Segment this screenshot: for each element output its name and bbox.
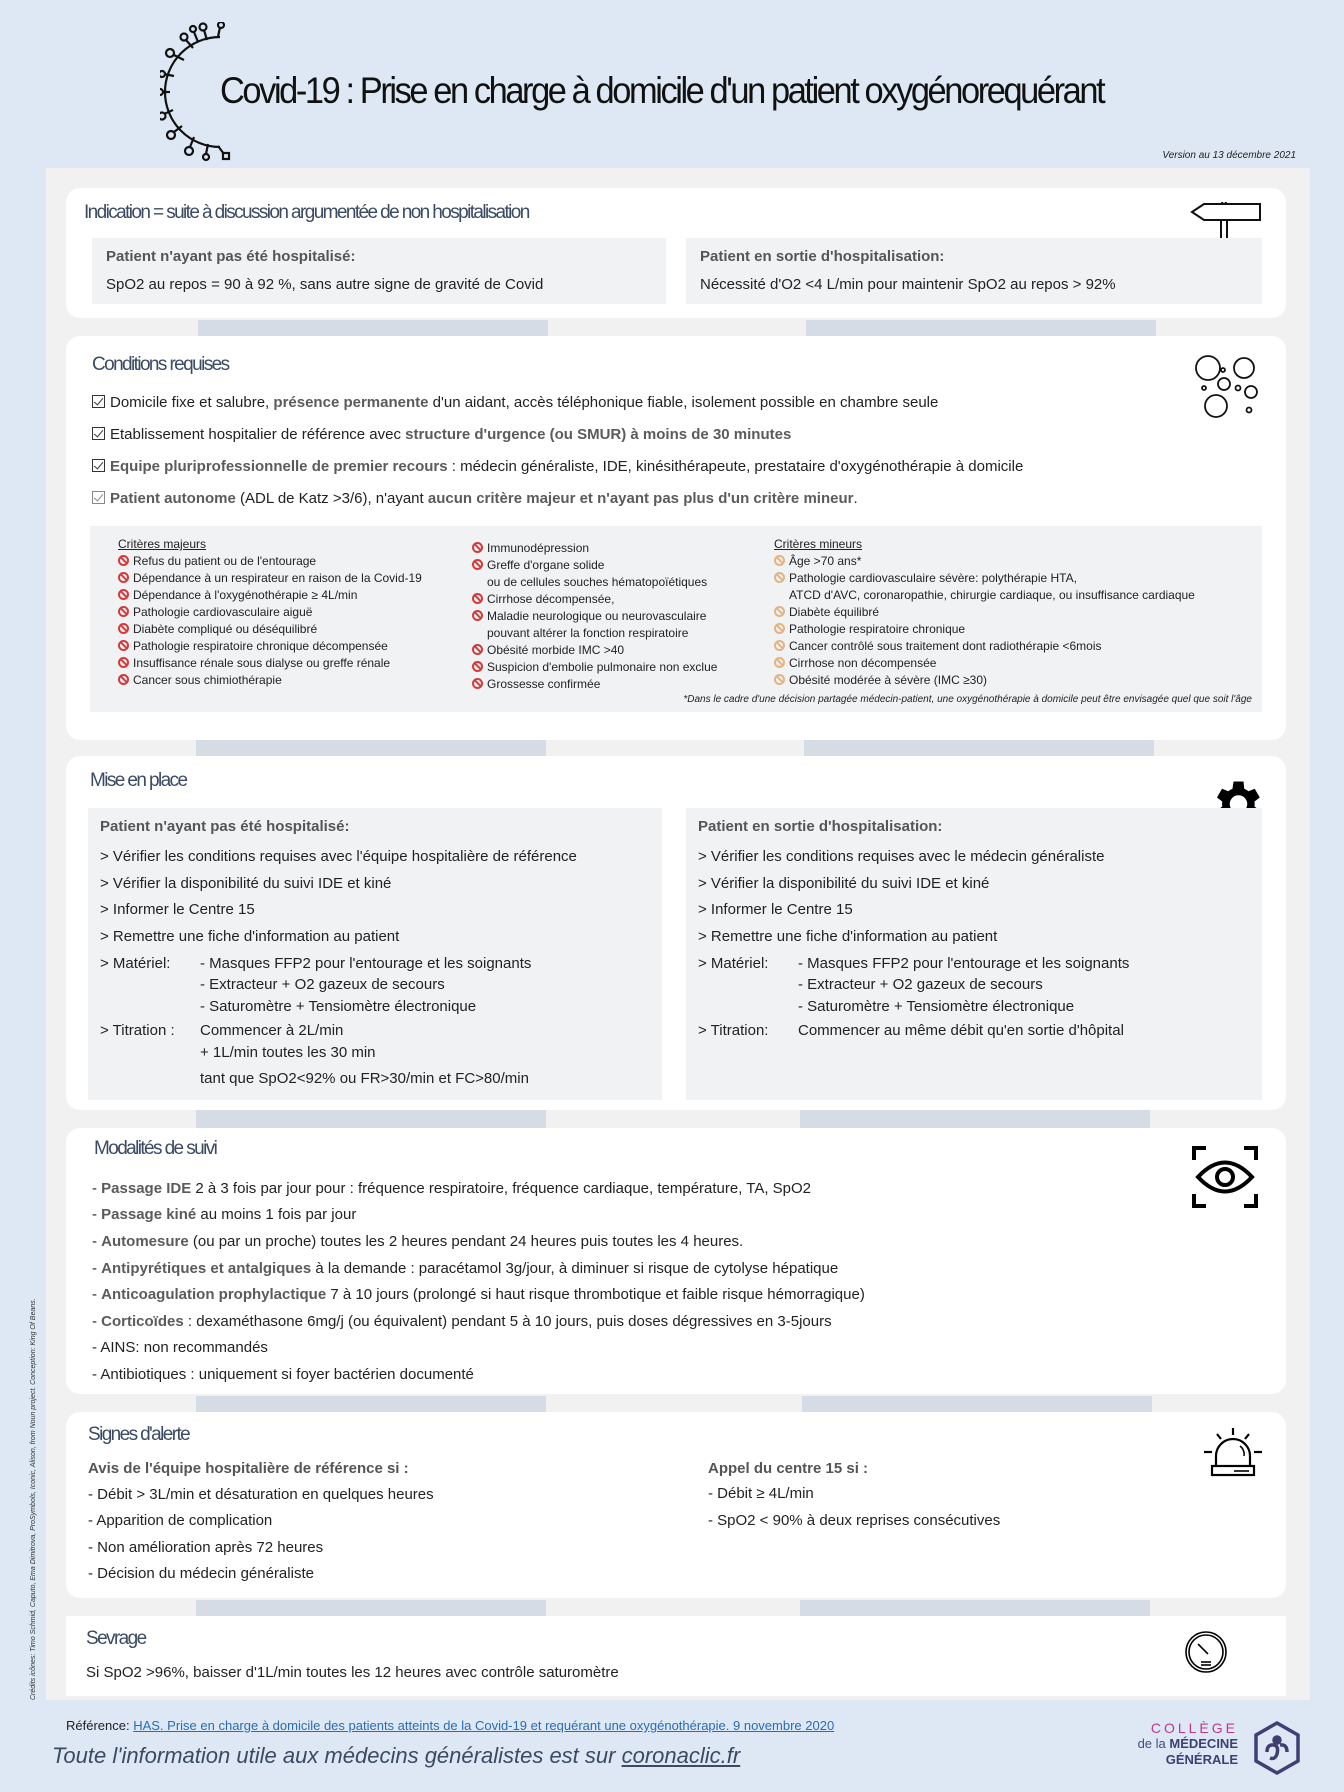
prohibited-icon (118, 555, 129, 566)
alert-item: - Décision du médecin généraliste (88, 1565, 314, 1582)
prohibited-icon (472, 678, 483, 689)
alerts-right-heading: Appel du centre 15 si : (708, 1460, 869, 1477)
minor-criterion: Cancer contrôlé sous traitement dont radiothérapie <6mois (774, 638, 1195, 655)
indication-title: Indication = suite à discussion argumentée de non hospitalisation (84, 202, 529, 223)
condition-item: Patient autonome (ADL de Katz >3/6), n'ayant aucun critère majeur et n'ayant pas plus d'un critère mineur. (92, 490, 858, 507)
setup-step: > Remettre une fiche d'information au patient (100, 928, 400, 945)
condition-item: Etablissement hospitalier de référence avec structure d'urgence (ou SMUR) à moins de 30 minutes (92, 426, 791, 443)
setup-title: Mise en place (90, 770, 187, 791)
prohibited-icon (472, 559, 483, 570)
prohibited-icon (472, 542, 483, 553)
box-text: SpO2 au repos = 90 à 92 %, sans autre signe de gravité de Covid (106, 276, 544, 293)
followup-item: - Passage kiné au moins 1 fois par jour (92, 1206, 357, 1223)
bubbles-icon (1194, 354, 1264, 418)
eye-scan-icon (1192, 1146, 1258, 1208)
box-heading: Patient en sortie d'hospitalisation: (700, 248, 945, 265)
prohibited-icon (774, 674, 785, 685)
major-criterion: Immunodépression (472, 540, 717, 557)
major-criterion: Diabète compliqué ou déséquilibré (118, 621, 422, 638)
followup-item: - AINS: non recommandés (92, 1339, 268, 1356)
prohibited-icon (472, 644, 483, 655)
major-criterion: Cancer sous chimiothérapie (118, 672, 422, 689)
followup-item: - Corticoïdes : dexaméthasone 6mg/j (ou équivalent) pendant 5 à 10 jours, puis doses dégressives en 3-5jours (92, 1313, 832, 1330)
checkbox-icon (92, 395, 105, 408)
major-criterion: Refus du patient ou de l'entourage (118, 553, 422, 570)
alert-item: - Apparition de complication (88, 1512, 273, 1529)
followup-item: - Antibiotiques : uniquement si foyer bactérien documenté (92, 1366, 474, 1383)
titration-label: > Titration: (698, 1022, 769, 1039)
setup-step: > Informer le Centre 15 (100, 901, 255, 918)
reference-link[interactable]: HAS. Prise en charge à domicile des patients atteints de la Covid-19 et requérant une oxygénothérapie. 9 novembre 2020 (133, 1718, 835, 1733)
box-heading: Patient n'ayant pas été hospitalisé: (106, 248, 356, 265)
titration-item: tant que SpO2<92% ou FR>30/min et FC>80/min (200, 1070, 529, 1087)
material-label: > Matériel: (698, 955, 769, 972)
major-criterion: Obésité morbide IMC >40 (472, 642, 717, 659)
setup-step: > Vérifier la disponibilité du suivi IDE et kiné (698, 875, 990, 892)
material-item: - Masques FFP2 pour l'entourage et les soignants (200, 955, 532, 972)
box-heading: Patient n'ayant pas été hospitalisé: (100, 818, 350, 835)
indication-card (66, 188, 1286, 318)
major-criteria-title: Critères majeurs (118, 537, 207, 551)
followup-item: - Automesure (ou par un proche) toutes les 2 heures pendant 24 heures puis toutes les 4 heures. (92, 1233, 744, 1250)
weaning-title: Sevrage (86, 1628, 146, 1649)
material-item: - Extracteur + O2 gazeux de secours (798, 976, 1043, 993)
indication-box-discharged (686, 238, 1262, 304)
titration-item: + 1L/min toutes les 30 min (200, 1044, 376, 1061)
box-heading: Patient en sortie d'hospitalisation: (698, 818, 943, 835)
alerts-left-heading: Avis de l'équipe hospitalière de référence si : (88, 1460, 409, 1477)
major-criterion: Suspicion d'embolie pulmonaire non exclue (472, 659, 717, 676)
cmg-logo: COLLÈGE de la MÉDECINE GÉNÉRALE (1136, 1718, 1306, 1778)
checkbox-icon (92, 427, 105, 440)
prohibited-icon (472, 593, 483, 604)
titration-item: Commencer à 2L/min (200, 1022, 344, 1039)
material-item: - Masques FFP2 pour l'entourage et les soignants (798, 955, 1130, 972)
setup-step: > Informer le Centre 15 (698, 901, 853, 918)
setup-card (66, 756, 1286, 1110)
alerts-card (66, 1412, 1286, 1598)
prohibited-icon (774, 572, 785, 583)
major-criterion: Pathologie cardiovasculaire aiguë (118, 604, 422, 621)
prohibited-icon (118, 657, 129, 668)
prohibited-icon (472, 661, 483, 672)
major-criterion: Cirrhose décompensée, (472, 591, 717, 608)
alert-item: - Débit ≥ 4L/min (708, 1485, 814, 1502)
minor-criterion: Diabète équilibré (774, 604, 1195, 621)
coronaclic-link[interactable]: coronaclic.fr (621, 1743, 741, 1768)
prohibited-icon (774, 623, 785, 634)
slogan: Toute l'information utile aux médecins généralistes est sur coronaclic.fr (52, 1743, 741, 1768)
major-criterion: Dépendance à un respirateur en raison de la Covid-19 (118, 570, 422, 587)
cmg-hexagon-icon (1252, 1720, 1302, 1776)
major-criteria-col1 (118, 536, 422, 689)
followup-card (66, 1128, 1286, 1394)
weaning-text: Si SpO2 >96%, baisser d'1L/min toutes les 12 heures avec contrôle saturomètre (86, 1664, 619, 1681)
weaning-card (66, 1616, 1286, 1696)
followup-item: - Passage IDE 2 à 3 fois par jour pour : fréquence respiratoire, fréquence cardiaque, température, TA, SpO2 (92, 1180, 812, 1197)
major-criteria-col2 (472, 540, 717, 693)
prohibited-icon (118, 606, 129, 617)
setup-box-discharged (686, 808, 1262, 1100)
minor-criterion: Âge >70 ans* (774, 553, 1195, 570)
prohibited-icon (118, 623, 129, 634)
prohibited-icon (774, 657, 785, 668)
alert-item: - SpO2 < 90% à deux reprises consécutives (708, 1512, 1001, 1529)
conditions-card (66, 336, 1286, 740)
minor-criterion: Pathologie cardiovasculaire sévère: polythérapie HTA, ATCD d'AVC, coronaropathie, chirurgie cardiaque, ou insuffisance cardiaque (774, 570, 1195, 604)
material-item: - Saturomètre + Tensiomètre électronique (200, 998, 477, 1015)
material-item: - Extracteur + O2 gazeux de secours (200, 976, 445, 993)
prohibited-icon (118, 640, 129, 651)
prohibited-icon (774, 555, 785, 566)
major-criterion: Maladie neurologique ou neurovasculaire pouvant altérer la fonction respiratoire (472, 608, 717, 642)
prohibited-icon (118, 572, 129, 583)
followup-item: - Anticoagulation prophylactique 7 à 10 jours (prolongé si haut risque thrombotique et faible risque hémorragique) (92, 1286, 865, 1303)
minor-criterion: Pathologie respiratoire chronique (774, 621, 1195, 638)
condition-item: Domicile fixe et salubre, présence permanente d'un aidant, accès téléphonique fiable, isolement possible en chambre seule (92, 394, 938, 411)
icon-credits: Crédits icônes: Timo Schmid, Caputo, Ema Dimitrova, ProSymbols, Iconic, Alison, from Noun project. Conception: King Of Beans. (30, 1298, 37, 1700)
page-title: Covid-19 : Prise en charge à domicile d'un patient oxygénorequérant (220, 70, 1104, 111)
minor-criterion: Obésité modérée à sévère (IMC ≥30) (774, 672, 1195, 689)
major-criterion: Pathologie respiratoire chronique décompensée (118, 638, 422, 655)
major-criterion: Insuffisance rénale sous dialyse ou greffe rénale (118, 655, 422, 672)
alerts-title: Signes d'alerte (88, 1424, 190, 1445)
major-criterion: Dépendance à l'oxygénothérapie ≥ 4L/min (118, 587, 422, 604)
minor-criteria-title: Critères mineurs (774, 537, 863, 551)
setup-box-not-hospitalized (88, 808, 662, 1100)
version-date: Version au 13 décembre 2021 (1162, 150, 1296, 161)
material-label: > Matériel: (100, 955, 171, 972)
titration-item: Commencer au même débit qu'en sortie d'hôpital (798, 1022, 1124, 1039)
checkbox-icon (92, 459, 105, 472)
major-criterion: Grossesse confirmée (472, 676, 717, 693)
conditions-title: Conditions requises (92, 354, 229, 375)
major-criterion: Greffe d'organe solide ou de cellules souches hématopoïétiques (472, 557, 717, 591)
followup-item: - Antipyrétiques et antalgiques à la demande : paracétamol 3g/jour, à diminuer si risque de cytolyse hépatique (92, 1260, 839, 1277)
prohibited-icon (774, 606, 785, 617)
prohibited-icon (118, 674, 129, 685)
prohibited-icon (118, 589, 129, 600)
prohibited-icon (472, 610, 483, 621)
prohibited-icon (774, 640, 785, 651)
minor-criterion: Cirrhose non décompensée (774, 655, 1195, 672)
gauge-icon (1184, 1630, 1228, 1674)
indication-box-not-hospitalized (92, 238, 666, 304)
minor-criteria (774, 536, 1195, 689)
checkbox-icon (92, 491, 105, 504)
setup-step: > Vérifier les conditions requises avec l'équipe hospitalière de référence (100, 848, 577, 865)
followup-title: Modalités de suivi (94, 1138, 217, 1159)
alert-item: - Débit > 3L/min et désaturation en quelques heures (88, 1486, 434, 1503)
material-item: - Saturomètre + Tensiomètre électronique (798, 998, 1075, 1015)
siren-icon (1202, 1428, 1264, 1478)
setup-step: > Vérifier la disponibilité du suivi IDE et kiné (100, 875, 392, 892)
titration-label: > Titration : (100, 1022, 175, 1039)
alert-item: - Non amélioration après 72 heures (88, 1539, 324, 1556)
criteria-box (90, 526, 1262, 712)
reference: Référence: HAS. Prise en charge à domicile des patients atteints de la Covid-19 et requérant une oxygénothérapie. 9 novembre 2020 (66, 1718, 835, 1733)
setup-step: > Vérifier les conditions requises avec le médecin généraliste (698, 848, 1105, 865)
setup-step: > Remettre une fiche d'information au patient (698, 928, 998, 945)
criteria-footnote: *Dans le cadre d'une décision partagée médecin-patient, une oxygénothérapie à domicile peut être envisagée quel que soit l'âge (683, 694, 1252, 705)
box-text: Nécessité d'O2 <4 L/min pour maintenir SpO2 au repos > 92% (700, 276, 1116, 293)
header (0, 0, 1344, 160)
condition-item: Equipe pluriprofessionnelle de premier recours : médecin généraliste, IDE, kinésithérapeute, prestataire d'oxygénothérapie à domicile (92, 458, 1023, 475)
